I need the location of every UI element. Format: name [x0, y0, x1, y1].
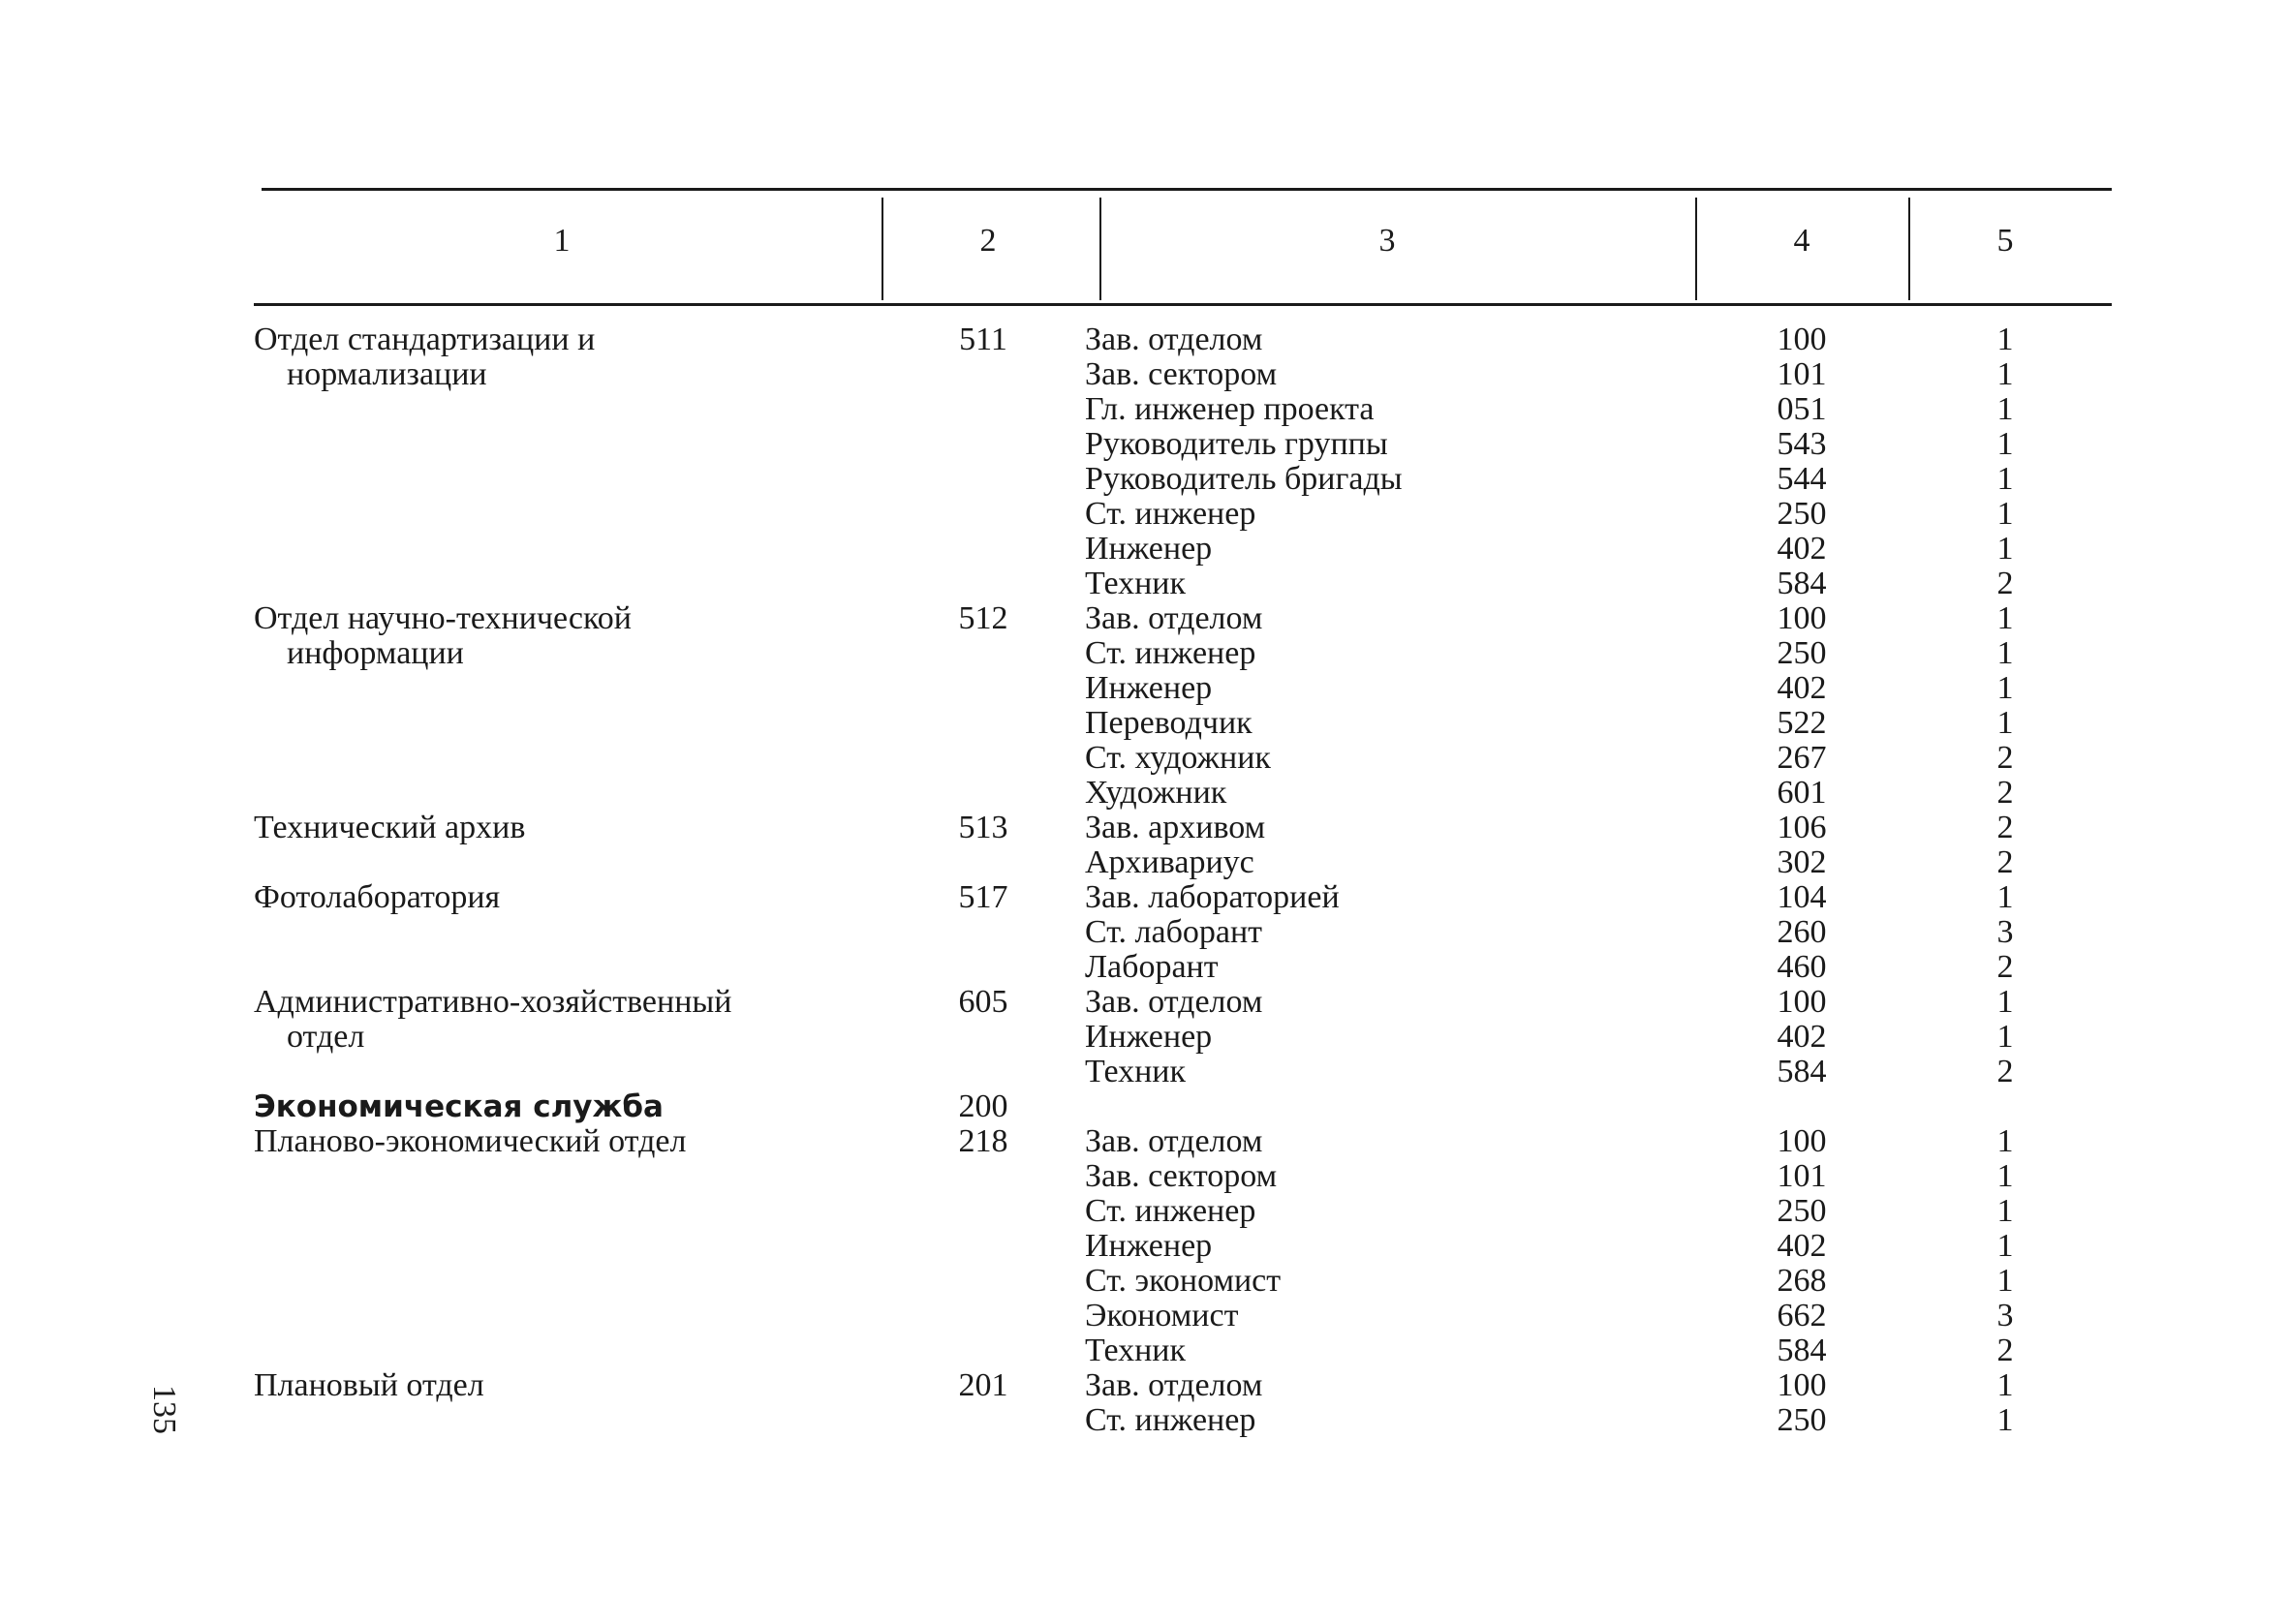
staff-count: 2: [1996, 1333, 2014, 1368]
table-row: [0, 1159, 2289, 1194]
staff-count: 2: [1996, 566, 2014, 601]
table-row: [0, 1124, 2289, 1159]
staff-count: 1: [1996, 426, 2014, 462]
staff-count: 1: [1996, 600, 2014, 636]
position-title: Зав. отделом: [1085, 984, 1263, 1020]
staff-count: 1: [1996, 1193, 2014, 1229]
header-col-2: 2: [979, 223, 997, 259]
table-body: [0, 322, 2289, 1438]
staff-count: 2: [1996, 810, 2014, 845]
unit-name: Отдел научно-технической: [254, 600, 633, 636]
staff-count: 2: [1996, 740, 2014, 776]
staff-count: 1: [1996, 705, 2014, 741]
table-row: [0, 671, 2289, 706]
table-row: [0, 532, 2289, 567]
staff-count: 1: [1996, 984, 2014, 1020]
position-title: Художник: [1085, 775, 1227, 811]
position-code: 250: [1777, 635, 1827, 671]
unit-name: Плановый отдел: [254, 1367, 484, 1403]
position-title: Ст. инженер: [1085, 635, 1256, 671]
position-title: Зав. лабораторией: [1085, 879, 1340, 915]
table-row: [0, 392, 2289, 427]
position-title: Архивариус: [1085, 844, 1254, 880]
position-title: Ст. инженер: [1085, 1402, 1256, 1438]
staff-count: 1: [1996, 391, 2014, 427]
header-col-1: 1: [553, 223, 571, 259]
table-row: [0, 1020, 2289, 1055]
position-title: Зав. отделом: [1085, 600, 1263, 636]
position-title: Зав. сектором: [1085, 356, 1278, 392]
position-code: 100: [1777, 984, 1827, 1020]
position-code: 543: [1777, 426, 1827, 462]
staff-count: 1: [1996, 670, 2014, 706]
position-code: 250: [1777, 496, 1827, 532]
table-row: [0, 497, 2289, 532]
unit-name: Фотолаборатория: [254, 879, 501, 915]
position-title: Руководитель группы: [1085, 426, 1388, 462]
position-code: 104: [1777, 879, 1827, 915]
header-top-rule: [262, 188, 2112, 191]
position-code: 100: [1777, 1123, 1827, 1159]
position-title: Ст. художник: [1085, 740, 1271, 776]
staff-count: 1: [1996, 496, 2014, 532]
position-title: Ст. инженер: [1085, 496, 1256, 532]
position-title: Ст. лаборант: [1085, 914, 1263, 950]
position-title: Зав. отделом: [1085, 1123, 1263, 1159]
unit-code: 512: [958, 600, 1008, 636]
position-code: 250: [1777, 1402, 1827, 1438]
position-title: Техник: [1085, 1054, 1187, 1089]
position-title: Зав. отделом: [1085, 322, 1263, 357]
position-title: Ст. экономист: [1085, 1263, 1282, 1299]
staff-count: 1: [1996, 1019, 2014, 1055]
position-title: Зав. сектором: [1085, 1158, 1278, 1194]
staff-count: 1: [1996, 531, 2014, 567]
staff-count: 2: [1996, 949, 2014, 985]
header-divider-3: [1695, 198, 1697, 300]
position-code: 267: [1777, 740, 1827, 776]
unit-code: 513: [958, 810, 1008, 845]
staff-count: 1: [1996, 1123, 2014, 1159]
table-row: [0, 1089, 2289, 1124]
position-code: 101: [1777, 356, 1827, 392]
header-divider-1: [882, 198, 883, 300]
table-row: [0, 1229, 2289, 1264]
position-title: Инженер: [1085, 531, 1213, 567]
staff-count: 3: [1996, 1298, 2014, 1333]
table-row: [0, 322, 2289, 357]
staff-count: 2: [1996, 844, 2014, 880]
table-row: [0, 567, 2289, 601]
position-code: 260: [1777, 914, 1827, 950]
header-col-3: 3: [1378, 223, 1396, 259]
position-code: 584: [1777, 566, 1827, 601]
staff-count: 1: [1996, 1158, 2014, 1194]
position-code: 402: [1777, 531, 1827, 567]
staff-count: 2: [1996, 775, 2014, 811]
position-code: 584: [1777, 1333, 1827, 1368]
position-code: 402: [1777, 670, 1827, 706]
table-row: [0, 845, 2289, 880]
page-number: 135: [146, 1385, 182, 1434]
staff-count: 1: [1996, 1367, 2014, 1403]
position-code: 268: [1777, 1263, 1827, 1299]
position-title: Зав. отделом: [1085, 1367, 1263, 1403]
position-code: 544: [1777, 461, 1827, 497]
table-row: [0, 776, 2289, 811]
table-row: [0, 1194, 2289, 1229]
staff-count: 3: [1996, 914, 2014, 950]
position-code: 100: [1777, 600, 1827, 636]
staff-count: 1: [1996, 879, 2014, 915]
position-title: Руководитель бригады: [1085, 461, 1403, 497]
staff-count: 1: [1996, 356, 2014, 392]
position-code: 522: [1777, 705, 1827, 741]
position-code: 101: [1777, 1158, 1827, 1194]
position-code: 402: [1777, 1228, 1827, 1264]
table-row: [0, 1368, 2289, 1403]
unit-name: отдел: [287, 1019, 365, 1055]
table-row: [0, 1299, 2289, 1333]
position-title: Техник: [1085, 1333, 1187, 1368]
table-row: [0, 915, 2289, 950]
header-col-5: 5: [1996, 223, 2014, 259]
position-code: 601: [1777, 775, 1827, 811]
staff-count: 1: [1996, 1228, 2014, 1264]
table-row: [0, 811, 2289, 845]
table-row: [0, 985, 2289, 1020]
position-code: 302: [1777, 844, 1827, 880]
position-code: 402: [1777, 1019, 1827, 1055]
position-title: Инженер: [1085, 670, 1213, 706]
position-title: Лаборант: [1085, 949, 1219, 985]
position-code: 100: [1777, 1367, 1827, 1403]
table-row: [0, 1333, 2289, 1368]
staff-count: 2: [1996, 1054, 2014, 1089]
header-divider-4: [1908, 198, 1910, 300]
staff-count: 1: [1996, 1263, 2014, 1299]
position-code: 460: [1777, 949, 1827, 985]
table-row: [0, 601, 2289, 636]
table-row: [0, 1055, 2289, 1089]
unit-code: 517: [958, 879, 1008, 915]
unit-name: Отдел стандартизации и: [254, 322, 596, 357]
staff-count: 1: [1996, 1402, 2014, 1438]
header-divider-2: [1099, 198, 1101, 300]
unit-code: 200: [958, 1088, 1008, 1124]
position-title: Техник: [1085, 566, 1187, 601]
staff-count: 1: [1996, 322, 2014, 357]
position-code: 662: [1777, 1298, 1827, 1333]
table-row: [0, 1403, 2289, 1438]
table-row: [0, 1264, 2289, 1299]
position-title: Инженер: [1085, 1228, 1213, 1264]
position-title: Экономист: [1085, 1298, 1239, 1333]
staff-count: 1: [1996, 635, 2014, 671]
table-row: [0, 462, 2289, 497]
position-title: Переводчик: [1085, 705, 1253, 741]
table-row: [0, 880, 2289, 915]
position-code: 584: [1777, 1054, 1827, 1089]
position-title: Гл. инженер проекта: [1085, 391, 1375, 427]
unit-name: Административно-хозяйственный: [254, 984, 732, 1020]
position-title: Ст. инженер: [1085, 1193, 1256, 1229]
unit-code: 511: [959, 322, 1007, 357]
position-code: 250: [1777, 1193, 1827, 1229]
unit-code: 201: [958, 1367, 1008, 1403]
unit-name: информации: [287, 635, 464, 671]
position-code: 106: [1777, 810, 1827, 845]
table-row: [0, 950, 2289, 985]
unit-code: 605: [958, 984, 1008, 1020]
position-code: 100: [1777, 322, 1827, 357]
position-title: Зав. архивом: [1085, 810, 1266, 845]
position-code: 051: [1777, 391, 1827, 427]
position-title: Инженер: [1085, 1019, 1213, 1055]
header-col-4: 4: [1793, 223, 1810, 259]
staff-count: 1: [1996, 461, 2014, 497]
unit-name: Планово-экономический отдел: [254, 1123, 687, 1159]
table-row: [0, 357, 2289, 392]
table-row: [0, 741, 2289, 776]
unit-code: 218: [958, 1123, 1008, 1159]
header-bottom-rule: [254, 303, 2112, 306]
unit-name: нормализации: [287, 356, 487, 392]
unit-name: Технический архив: [254, 810, 526, 845]
table-row: [0, 706, 2289, 741]
unit-name: Экономическая служба: [254, 1089, 664, 1124]
table-row: [0, 427, 2289, 462]
table-row: [0, 636, 2289, 671]
